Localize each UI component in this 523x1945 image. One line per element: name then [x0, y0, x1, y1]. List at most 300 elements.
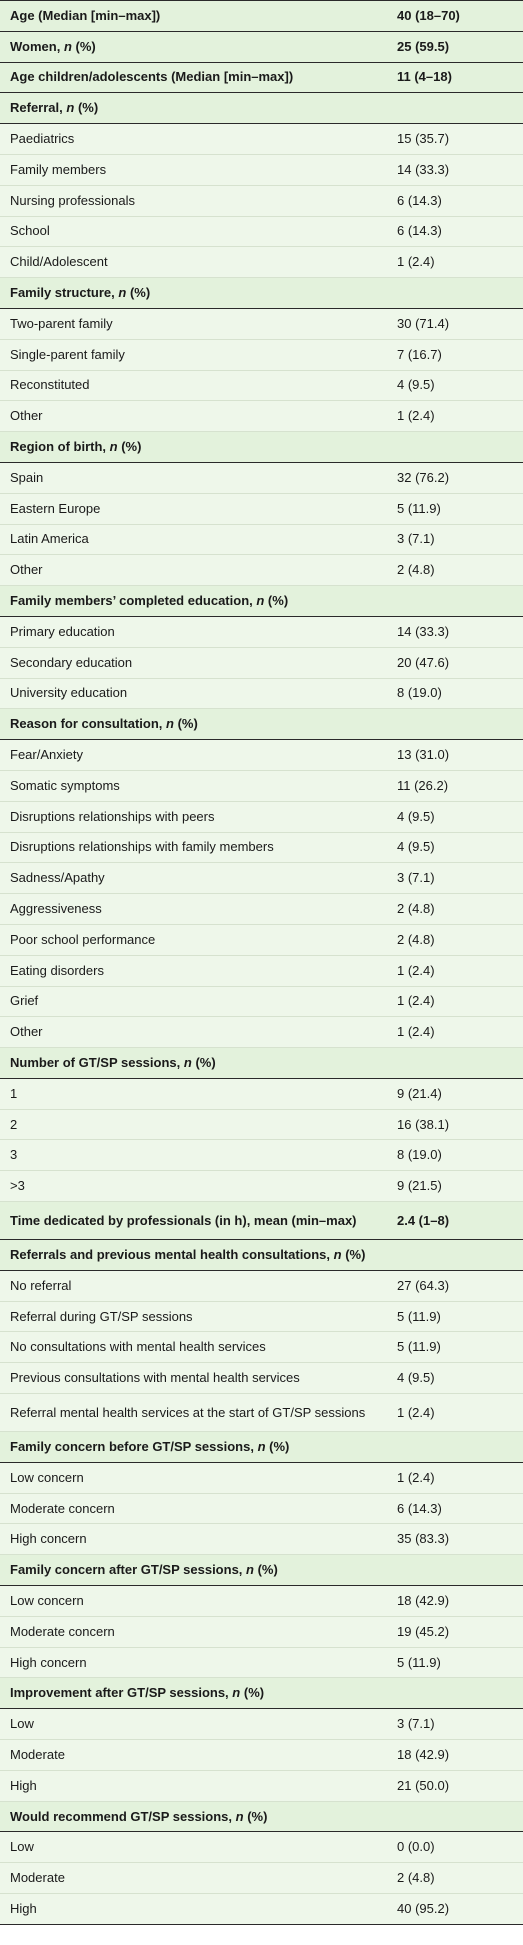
table-body — [0, 1, 523, 1925]
row-value: 2 (4.8) — [397, 901, 435, 916]
row-value-cell — [391, 801, 523, 832]
table-row — [0, 1301, 523, 1332]
row-label-cell — [0, 616, 391, 647]
table-row — [0, 1394, 523, 1432]
row-label: Disruptions relationships with peers — [10, 808, 215, 824]
row-label: Low concern — [10, 1469, 84, 1485]
row-value: 1 (2.4) — [397, 1404, 435, 1420]
row-label: Referral during GT/SP sessions — [10, 1308, 193, 1324]
row-label: 2 — [10, 1116, 18, 1132]
row-value-cell — [391, 493, 523, 524]
row-label: Moderate — [10, 1870, 65, 1886]
table-row — [0, 1017, 523, 1048]
row-label-n: n — [256, 593, 265, 609]
row-value-cell — [391, 1493, 523, 1524]
section-header-row — [0, 1, 523, 32]
table-row — [0, 924, 523, 955]
row-label-cell — [0, 339, 391, 370]
row-label-cell — [0, 555, 391, 586]
row-label-cell — [0, 401, 391, 432]
row-value-cell — [391, 1394, 523, 1432]
row-label: School — [10, 223, 50, 239]
row-label-cell — [0, 894, 391, 925]
row-value-cell — [391, 1801, 523, 1832]
row-label: High concern — [10, 1531, 87, 1547]
row-value: 5 (11.9) — [397, 1339, 441, 1355]
row-label: Women, — [10, 38, 64, 54]
row-value-cell — [391, 1, 523, 32]
section-header-row — [0, 1432, 523, 1463]
table-row — [0, 1770, 523, 1801]
row-value-cell — [391, 308, 523, 339]
row-value-cell — [391, 955, 523, 986]
row-value-cell — [391, 1432, 523, 1463]
row-label-cell — [0, 1078, 391, 1109]
row-value-cell — [391, 216, 523, 247]
row-label-cell — [0, 740, 391, 771]
row-value: 6 (14.3) — [397, 192, 442, 208]
row-label: Reconstituted — [10, 377, 90, 393]
row-value: 32 (76.2) — [397, 469, 450, 485]
row-value: 1 (2.4) — [397, 254, 435, 270]
row-value: 30 (71.4) — [397, 315, 450, 331]
row-value-cell — [391, 1270, 523, 1301]
row-label: Grief — [10, 993, 39, 1009]
row-value: 20 (47.6) — [397, 654, 450, 670]
row-label-suffix: (%) — [243, 1808, 268, 1824]
row-value-cell — [391, 185, 523, 216]
table-row — [0, 185, 523, 216]
table-row — [0, 124, 523, 155]
table-row — [0, 1647, 523, 1678]
row-label-cell — [0, 308, 391, 339]
section-header-row — [0, 93, 523, 124]
row-label-cell — [0, 586, 391, 617]
row-label: Primary education — [10, 623, 115, 639]
row-value-cell — [391, 93, 523, 124]
row-value: 1 (2.4) — [397, 962, 435, 978]
row-label-cell — [0, 1394, 391, 1432]
row-label: 3 — [10, 1147, 18, 1163]
row-label-cell — [0, 216, 391, 247]
row-value-cell — [391, 1524, 523, 1555]
row-value: 16 (38.1) — [397, 1116, 450, 1132]
row-value: 2 (4.8) — [397, 562, 435, 578]
row-value: 35 (83.3) — [397, 1531, 450, 1547]
row-value-cell — [391, 770, 523, 801]
row-label-cell — [0, 770, 391, 801]
table-row — [0, 247, 523, 278]
row-label: High concern — [10, 1654, 87, 1670]
row-label-cell — [0, 185, 391, 216]
row-label: Spain — [10, 469, 44, 485]
row-label-cell — [0, 986, 391, 1017]
table-row — [0, 1332, 523, 1363]
row-value: 4 (9.5) — [397, 839, 435, 855]
row-label: Eating disorders — [10, 962, 104, 978]
row-label-cell — [0, 247, 391, 278]
section-header-row — [0, 62, 523, 93]
row-label-suffix: (%) — [191, 1054, 216, 1070]
row-value-cell — [391, 709, 523, 740]
row-value: 9 (21.5) — [397, 1178, 442, 1194]
row-value: 7 (16.7) — [397, 346, 442, 362]
row-value: 15 (35.7) — [397, 131, 450, 147]
row-value: 4 (9.5) — [397, 377, 435, 393]
row-value-cell — [391, 1202, 523, 1240]
row-label-cell — [0, 1770, 391, 1801]
row-value-cell — [391, 370, 523, 401]
row-value-cell — [391, 124, 523, 155]
table-row — [0, 678, 523, 709]
row-value: 2.4 (1–8) — [397, 1212, 450, 1228]
row-value-cell — [391, 247, 523, 278]
row-label: Paediatrics — [10, 131, 75, 147]
section-header-row — [0, 1202, 523, 1240]
row-value: 18 (42.9) — [397, 1746, 450, 1762]
row-label: Other — [10, 408, 43, 424]
row-label-n: n — [63, 38, 72, 54]
row-value-cell — [391, 740, 523, 771]
row-value-cell — [391, 1740, 523, 1771]
row-value: 14 (33.3) — [397, 161, 450, 177]
row-label-n: n — [118, 285, 127, 301]
row-label: Low — [10, 1716, 34, 1732]
table-row — [0, 1740, 523, 1771]
table-row — [0, 1140, 523, 1171]
row-label-n: n — [232, 1685, 241, 1701]
row-label: Family structure, — [10, 285, 119, 301]
row-label: Moderate concern — [10, 1500, 115, 1516]
row-label: Region of birth, — [10, 439, 110, 455]
row-label: Family concern after GT/SP sessions, — [10, 1562, 247, 1578]
row-value-cell — [391, 1048, 523, 1079]
row-value-cell — [391, 1171, 523, 1202]
row-label-cell — [0, 1240, 391, 1271]
row-label-suffix: (%) — [173, 716, 198, 732]
table-row — [0, 832, 523, 863]
row-label: Previous consultations with mental health services — [10, 1370, 300, 1386]
row-value-cell — [391, 555, 523, 586]
row-value: 6 (14.3) — [397, 1500, 442, 1516]
row-value-cell — [391, 863, 523, 894]
row-label-cell — [0, 955, 391, 986]
row-label: Single-parent family — [10, 346, 125, 362]
row-value-cell — [391, 1894, 523, 1925]
row-label-n: n — [183, 1054, 192, 1070]
row-label: Somatic symptoms — [10, 777, 120, 793]
row-value: 19 (45.2) — [397, 1623, 450, 1639]
row-value-cell — [391, 647, 523, 678]
table-row — [0, 1270, 523, 1301]
table-row — [0, 1863, 523, 1894]
row-label-cell — [0, 709, 391, 740]
row-value: 3 (7.1) — [397, 531, 435, 547]
row-value-cell — [391, 154, 523, 185]
row-value-cell — [391, 1078, 523, 1109]
row-label-cell — [0, 432, 391, 463]
row-label-n: n — [166, 716, 174, 732]
row-value: 40 (18–70) — [397, 7, 460, 23]
table-row — [0, 401, 523, 432]
row-label-cell — [0, 801, 391, 832]
row-value: 40 (95.2) — [397, 1900, 450, 1916]
row-label-cell — [0, 1301, 391, 1332]
row-label-n: n — [246, 1562, 254, 1578]
table-row — [0, 370, 523, 401]
row-value: 11 (26.2) — [397, 777, 449, 793]
row-value: 2 (4.8) — [397, 931, 435, 947]
row-label-cell — [0, 1586, 391, 1617]
row-value-cell — [391, 432, 523, 463]
row-label-cell — [0, 832, 391, 863]
row-value: 1 (2.4) — [397, 993, 435, 1009]
row-label-cell — [0, 93, 391, 124]
row-label-suffix: (%) — [253, 1562, 278, 1578]
row-value-cell — [391, 1301, 523, 1332]
row-value: 4 (9.5) — [397, 1370, 435, 1386]
row-value-cell — [391, 1332, 523, 1363]
row-label-cell — [0, 493, 391, 524]
row-label-cell — [0, 1140, 391, 1171]
section-header-row — [0, 1678, 523, 1709]
row-label: Child/Adolescent — [10, 254, 108, 270]
row-label: Low — [10, 1839, 34, 1855]
section-header-row — [0, 278, 523, 309]
row-label: Nursing professionals — [10, 192, 136, 208]
table-row — [0, 1462, 523, 1493]
row-label-cell — [0, 1647, 391, 1678]
row-value: 1 (2.4) — [397, 408, 435, 424]
row-label-suffix: (%) — [126, 285, 151, 301]
row-label-suffix: (%) — [265, 1438, 290, 1454]
row-label: Improvement after GT/SP sessions, — [10, 1685, 233, 1701]
row-value: 0 (0.0) — [397, 1839, 435, 1855]
row-value-cell — [391, 401, 523, 432]
section-header-row — [0, 1555, 523, 1586]
table-row — [0, 647, 523, 678]
row-label-suffix: (%) — [240, 1685, 265, 1701]
row-label: >3 — [10, 1178, 25, 1194]
row-label-cell — [0, 62, 391, 93]
row-label-n: n — [333, 1246, 342, 1262]
row-label-cell — [0, 524, 391, 555]
row-label-cell — [0, 1832, 391, 1863]
row-label-cell — [0, 31, 391, 62]
row-label: Moderate — [10, 1746, 65, 1762]
row-label: No consultations with mental health services — [10, 1339, 266, 1355]
row-label-cell — [0, 1109, 391, 1140]
row-label-cell — [0, 1363, 391, 1394]
section-header-row — [0, 1801, 523, 1832]
row-label: Poor school performance — [10, 931, 156, 947]
section-header-row — [0, 1240, 523, 1271]
table-row — [0, 1363, 523, 1394]
row-value: 13 (31.0) — [397, 747, 450, 763]
row-label: University education — [10, 685, 128, 701]
row-label-n: n — [235, 1808, 244, 1824]
row-value-cell — [391, 1109, 523, 1140]
row-value-cell — [391, 278, 523, 309]
row-label-cell — [0, 462, 391, 493]
row-value: 1 (2.4) — [397, 1024, 435, 1040]
row-label-cell — [0, 154, 391, 185]
row-label-cell — [0, 1493, 391, 1524]
row-label-cell — [0, 1048, 391, 1079]
row-label: Other — [10, 1024, 43, 1040]
row-value-cell — [391, 462, 523, 493]
row-value-cell — [391, 1709, 523, 1740]
row-label-n: n — [109, 439, 118, 455]
row-value: 18 (42.9) — [397, 1592, 450, 1608]
section-header-row — [0, 586, 523, 617]
row-label: Number of GT/SP sessions, — [10, 1054, 184, 1070]
row-value: 4 (9.5) — [397, 808, 435, 824]
row-label-cell — [0, 124, 391, 155]
row-value-cell — [391, 1863, 523, 1894]
table-row — [0, 616, 523, 647]
table-row — [0, 1109, 523, 1140]
row-label: Sadness/Apathy — [10, 870, 105, 886]
table-row — [0, 1078, 523, 1109]
row-label-cell — [0, 1616, 391, 1647]
row-value: 5 (11.9) — [397, 500, 441, 516]
row-label-cell — [0, 1017, 391, 1048]
table-row — [0, 493, 523, 524]
row-label-cell — [0, 278, 391, 309]
row-value: 5 (11.9) — [397, 1654, 441, 1670]
table-row — [0, 986, 523, 1017]
row-label: Low concern — [10, 1592, 84, 1608]
row-label: No referral — [10, 1277, 72, 1293]
section-header-row — [0, 1048, 523, 1079]
row-value: 14 (33.3) — [397, 623, 450, 639]
table-row — [0, 770, 523, 801]
row-value-cell — [391, 1140, 523, 1171]
row-label-n: n — [257, 1438, 266, 1454]
row-value: 6 (14.3) — [397, 223, 442, 239]
table-row — [0, 524, 523, 555]
table-row — [0, 1524, 523, 1555]
row-value: 3 (7.1) — [397, 1716, 435, 1732]
row-label: Age (Median [min–max]) — [10, 7, 161, 23]
table-row — [0, 1586, 523, 1617]
row-value: 3 (7.1) — [397, 870, 435, 886]
row-label: Reason for consultation, — [10, 716, 167, 732]
row-label: Time dedicated by professionals (in h), mean (min–max) — [10, 1212, 357, 1228]
row-label-cell — [0, 370, 391, 401]
row-label-suffix: (%) — [117, 439, 142, 455]
row-value-cell — [391, 678, 523, 709]
table-row — [0, 1616, 523, 1647]
row-label: Eastern Europe — [10, 500, 101, 516]
row-value-cell — [391, 616, 523, 647]
row-label: Moderate concern — [10, 1623, 115, 1639]
section-header-row — [0, 709, 523, 740]
row-label-cell — [0, 1332, 391, 1363]
table-row — [0, 740, 523, 771]
row-value-cell — [391, 339, 523, 370]
row-label: Disruptions relationships with family members — [10, 839, 274, 855]
row-label-cell — [0, 1863, 391, 1894]
table-row — [0, 1493, 523, 1524]
table-row — [0, 308, 523, 339]
row-label: Secondary education — [10, 654, 133, 670]
row-label-cell — [0, 1202, 391, 1240]
row-label-cell — [0, 1801, 391, 1832]
row-label-cell — [0, 1709, 391, 1740]
row-label: Referrals and previous mental health consultations, — [10, 1246, 334, 1262]
table-row — [0, 801, 523, 832]
row-label-cell — [0, 678, 391, 709]
row-value: 11 (4–18) — [397, 69, 452, 85]
row-label-suffix: (%) — [71, 38, 96, 54]
row-label: High — [10, 1777, 37, 1793]
row-label-cell — [0, 1740, 391, 1771]
row-label-cell — [0, 1, 391, 32]
row-label-cell — [0, 1270, 391, 1301]
row-value: 9 (21.4) — [397, 1085, 442, 1101]
row-label: Other — [10, 562, 43, 578]
row-label-cell — [0, 1171, 391, 1202]
row-label-suffix: (%) — [341, 1246, 366, 1262]
row-value-cell — [391, 1678, 523, 1709]
row-label-n: n — [66, 100, 75, 116]
row-label: Aggressiveness — [10, 901, 102, 916]
row-value-cell — [391, 1586, 523, 1617]
row-label: High — [10, 1900, 37, 1916]
row-value-cell — [391, 1647, 523, 1678]
row-label-cell — [0, 1555, 391, 1586]
row-value: 21 (50.0) — [397, 1777, 450, 1793]
table-row — [0, 863, 523, 894]
row-value: 8 (19.0) — [397, 685, 442, 701]
row-value-cell — [391, 1363, 523, 1394]
table-row — [0, 216, 523, 247]
table-row — [0, 462, 523, 493]
row-label: Age children/adolescents (Median [min–max]) — [10, 69, 294, 85]
row-value-cell — [391, 1555, 523, 1586]
row-label-cell — [0, 1894, 391, 1925]
row-value-cell — [391, 1616, 523, 1647]
row-value-cell — [391, 1462, 523, 1493]
row-label-cell — [0, 863, 391, 894]
row-label: Latin America — [10, 531, 89, 547]
row-label-cell — [0, 1462, 391, 1493]
row-label: Referral mental health services at the start of GT/SP sessions — [10, 1404, 366, 1420]
row-label: Would recommend GT/SP sessions, — [10, 1808, 236, 1824]
table-row — [0, 1894, 523, 1925]
row-value: 1 (2.4) — [397, 1469, 435, 1485]
row-value-cell — [391, 894, 523, 925]
table-row — [0, 154, 523, 185]
row-value-cell — [391, 924, 523, 955]
row-value-cell — [391, 1832, 523, 1863]
row-label: Fear/Anxiety — [10, 747, 83, 763]
row-value-cell — [391, 62, 523, 93]
row-label-cell — [0, 924, 391, 955]
row-label-cell — [0, 1678, 391, 1709]
row-label: Referral, — [10, 100, 67, 116]
row-label: Family members — [10, 161, 107, 177]
row-label-suffix: (%) — [264, 593, 289, 609]
row-label: Family members’ completed education, — [10, 593, 257, 609]
row-value-cell — [391, 832, 523, 863]
table-row — [0, 1832, 523, 1863]
row-value-cell — [391, 1017, 523, 1048]
table-row — [0, 1709, 523, 1740]
table-row — [0, 339, 523, 370]
